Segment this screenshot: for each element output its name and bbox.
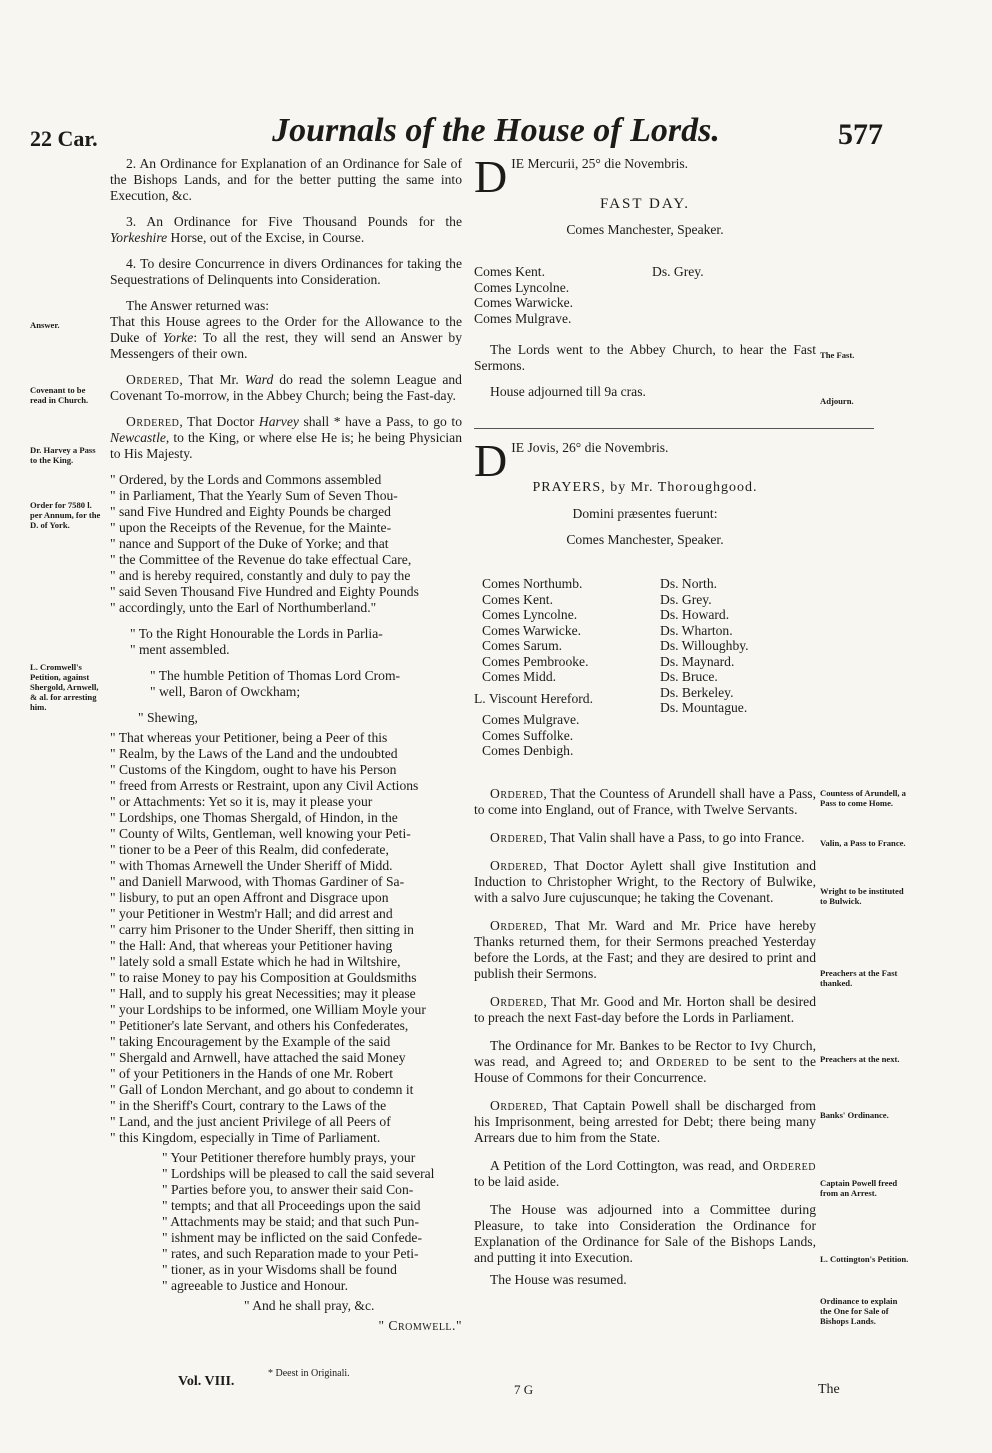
- running-head-left: 22 Car.: [30, 126, 98, 151]
- paragraph-ordinance-explanation: 2. An Ordinance for Explanation of an Ordinance for Sale of the Bishops Lands, and for the better putting the same into Execution, &c.: [110, 156, 462, 203]
- margin-note-cromwell: L. Cromwell's Petition, against Shergold, Arnwell, & al. for arresting him.: [30, 662, 99, 712]
- text-line: " your Petitioner in Westm'r Hall; and did arrest and: [110, 906, 393, 921]
- text-line: " your Lordships to be informed, one William Moyle your: [110, 1002, 426, 1017]
- attendee: Comes Kent.: [482, 591, 553, 607]
- attendee: Comes Lyncolne.: [482, 607, 578, 622]
- catchword: The: [818, 1382, 840, 1397]
- text-line: " Shergald and Arnwell, have attached the said Money: [110, 1050, 406, 1065]
- text-segment: , That Mr. Ward and Mr. Price have hereby Thanks returned them, for their Sermons preached Yesterday before the Lords, at the Fast; and they are desired to print and publish their Sermons.: [474, 918, 816, 981]
- drop-cap: D: [474, 435, 508, 486]
- text-line: " taking Encouragement by the Example of the said: [110, 1034, 391, 1049]
- text-line: " nance and Support of the Duke of Yorke; and that: [110, 536, 389, 551]
- paragraph-ward-covenant: [110, 372, 462, 404]
- text-line: " accordingly, unto the Earl of Northumberland.": [110, 600, 377, 615]
- text-line: " or Attachments: Yet so it is, may it please your: [110, 794, 373, 809]
- paragraph-concurrence: 4. To desire Concurrence in divers Ordinances for taking the Sequestrations of Delinquents into Consideration.: [110, 256, 462, 287]
- paragraph-answer-text: [110, 314, 462, 362]
- text-line: " and Daniell Marwood, with Thomas Gardiner of Sa-: [110, 874, 405, 889]
- attendee: Ds. North.: [660, 576, 718, 591]
- attendee: Comes Denbigh.: [482, 743, 574, 758]
- text-segment: , to the King, or where else He is; he being Physician to His Majesty.: [110, 430, 462, 461]
- paragraph-fast-sermons: The Lords went to the Abbey Church, to hear the Fast Sermons.: [474, 342, 816, 373]
- text-line: " tioner to be a Peer of this Realm, did confederate,: [110, 842, 389, 857]
- petition-signature: " Cromwell.": [378, 1318, 462, 1333]
- paragraph-arundell: [474, 786, 816, 818]
- margin-note-harvey: Dr. Harvey a Pass to the King.: [30, 445, 96, 465]
- text-line: " rates, and such Reparation made to your Peti-: [162, 1246, 419, 1261]
- attendee: Comes Mulgrave.: [474, 310, 572, 326]
- name-segment: Ward: [244, 372, 274, 387]
- paragraph-bankes: [474, 1038, 816, 1086]
- attendee: Comes Midd.: [482, 669, 557, 684]
- margin-note-powell: Captain Powell freed from an Arrest.: [820, 1178, 898, 1198]
- text-segment: The Ordinance for Mr. Bankes to be Rector to Ivy Church, was read, and Agreed to; and: [474, 1038, 816, 1069]
- attendance-list-right: [652, 264, 704, 280]
- text-line: " tempts; and that all Proceedings upon the said: [162, 1198, 421, 1213]
- section-divider: [474, 428, 874, 429]
- right-column-fast: [474, 342, 816, 410]
- text-line: " To the Right Honourable the Lords in Parlia-: [130, 626, 383, 641]
- margin-note-valin: Valin, a Pass to France.: [820, 838, 906, 848]
- attendance-list-left: [474, 264, 573, 326]
- paragraph-valin: [474, 830, 816, 846]
- text-line: " well, Baron of Owckham;: [150, 684, 301, 699]
- attendee: Ds. Grey.: [652, 264, 704, 279]
- attendee: Comes Warwicke.: [482, 622, 582, 638]
- text-segment: to be sent to the House of Commons for their Concurrence.: [474, 1054, 816, 1085]
- text-segment: , That Mr.: [179, 372, 245, 387]
- petition-prayer: [110, 1150, 462, 1294]
- text-line: " in the Sheriff's Court, contrary to the Laws of the: [110, 1098, 387, 1113]
- text-line: " the Committee of the Revenue do take effectual Care,: [110, 552, 412, 567]
- paragraph-ordinance-horse: [110, 214, 462, 246]
- ordered-word: Ordered: [490, 786, 544, 801]
- text-line: " ment assembled.: [130, 642, 230, 657]
- text-segment: to be laid aside.: [474, 1174, 560, 1189]
- petition-body: [110, 730, 462, 1146]
- text-line: " Hall, and to supply his great Necessities; may it please: [110, 986, 416, 1001]
- text-line: " Customs of the Kingdom, ought to have his Person: [110, 762, 397, 777]
- text-segment: shall * have a Pass, to go to: [298, 414, 462, 429]
- ordered-word: Ordered: [490, 918, 544, 933]
- text-segment: , That Valin shall have a Pass, to go into France.: [543, 830, 805, 845]
- text-line: " with Thomas Arnewell the Under Sheriff of Midd.: [110, 858, 393, 873]
- attendee: Comes Pembrooke.: [482, 653, 589, 669]
- text-line: " The humble Petition of Thomas Lord Crom-: [150, 668, 401, 683]
- paragraph-cottington: [474, 1158, 816, 1190]
- date-text: IE Mercurii, 25° die Novembris.: [511, 156, 689, 171]
- page-title: Journals of the House of Lords.: [272, 112, 720, 149]
- text-segment: do read the solemn League and Covenant To-morrow, in the Abbey Church; being the Fast-day.: [110, 372, 462, 403]
- margin-note-preachers-next: Preachers at the next.: [820, 1054, 900, 1064]
- name-segment: Harvey: [258, 414, 299, 429]
- footnote: * Deest in Originali.: [268, 1368, 350, 1379]
- ordered-word: Ordered: [126, 414, 180, 429]
- paragraph-answer-heading: The Answer returned was:: [126, 298, 270, 313]
- paragraph-harvey-pass: [110, 414, 462, 462]
- fast-day-heading: FAST DAY.: [600, 196, 690, 212]
- name-segment: Yorke: [162, 330, 194, 345]
- text-line: " sand Five Hundred and Eighty Pounds be charged: [110, 504, 391, 519]
- text-line: " tioner, as in your Wisdoms shall be found: [162, 1262, 397, 1277]
- paragraph-wright: [474, 858, 816, 906]
- text-segment: A Petition of the Lord Cottington, was read, and: [490, 1158, 763, 1173]
- ordered-word: Ordered: [655, 1054, 710, 1069]
- text-segment: : To all the rest, they will send an Answer by Messengers of their own.: [110, 330, 462, 361]
- paragraph-preachers-next: [474, 994, 816, 1026]
- margin-note-wright: Wright to be instituted to Bulwick.: [820, 886, 904, 906]
- ordered-word: Ordered: [762, 1158, 816, 1173]
- text-line: " lisbury, to put an open Affront and Disgrace upon: [110, 890, 389, 905]
- date-text: IE Jovis, 26° die Novembris.: [511, 440, 669, 455]
- margin-note-arundell: Countess of Arundell, a Pass to come Home.: [820, 788, 906, 808]
- margin-note-fast: The Fast.: [820, 350, 855, 360]
- speaker-line: Comes Manchester, Speaker.: [566, 532, 724, 547]
- text-segment: , That Captain Powell shall be discharged from his Imprisonment, being arrested for Debt; there being many Arrears due to him from the State.: [474, 1098, 816, 1145]
- drop-cap: D: [474, 151, 508, 202]
- attendee: Comes Sarum.: [482, 638, 563, 653]
- paragraph-order-york-allowance: [110, 472, 462, 616]
- date-heading-25: [474, 151, 816, 202]
- text-line: " this Kingdom, especially in Time of Parliament.: [110, 1130, 381, 1145]
- attendee: Comes Warwicke.: [474, 295, 574, 310]
- margin-note-answer: Answer.: [30, 320, 60, 330]
- place-name: Yorkeshire: [110, 230, 168, 245]
- attendee: Ds. Berkeley.: [660, 684, 734, 700]
- petition-shewing: " Shewing,: [138, 710, 198, 725]
- volume-label: Vol. VIII.: [178, 1374, 235, 1389]
- ordered-word: Ordered: [490, 994, 544, 1009]
- text-line: " Lordships will be pleased to call the said several: [162, 1166, 435, 1181]
- ordered-word: Ordered: [490, 830, 544, 845]
- paragraph-committee: The House was adjourned into a Committee during Pleasure, to take into Consideration the Ordinance for Explanation of the Ordinance for Sale of the Bishops Lands, and putting it into Execution.: [474, 1202, 816, 1265]
- text-segment: , That Mr. Good and Mr. Horton shall be desired to preach the next Fast-day before the Lords in Parliament.: [474, 994, 816, 1025]
- attendee: Comes Suffolke.: [482, 727, 574, 743]
- text-line: " Lordships, one Thomas Shergald, of Hindon, in the: [110, 810, 398, 825]
- text-segment: , That Doctor: [179, 414, 259, 429]
- text-line: " of your Petitioners in the Hands of one Mr. Robert: [110, 1066, 394, 1081]
- petition-title: [110, 668, 462, 700]
- text-segment: 3. An Ordinance for Five Thousand Pounds for the: [126, 214, 462, 229]
- text-line: " Realm, by the Laws of the Land and the undoubted: [110, 746, 398, 761]
- margin-note-adjourn: Adjourn.: [820, 396, 854, 406]
- text-line: " Petitioner's late Servant, and others his Confederates,: [110, 1018, 409, 1033]
- margin-note-cottington: L. Cottington's Petition.: [820, 1254, 909, 1264]
- text-line: " freed from Arrests or Restraint, upon any Civil Actions: [110, 778, 419, 793]
- paragraph-preachers-thanked: [474, 918, 816, 982]
- text-line: " Land, and the just ancient Privilege of all Peers of: [110, 1114, 391, 1129]
- paragraph-resumed: The House was resumed.: [490, 1272, 627, 1287]
- petition-address: [110, 626, 462, 658]
- attendance-list-left: [474, 576, 593, 759]
- left-column: [110, 156, 462, 1334]
- text-line: " That whereas your Petitioner, being a Peer of this: [110, 730, 388, 745]
- ordered-word: Ordered: [126, 372, 180, 387]
- attendee: Ds. Wharton.: [660, 622, 733, 638]
- attendee: Comes Kent.: [474, 264, 545, 279]
- attendee: Ds. Grey.: [660, 591, 712, 607]
- text-line: " said Seven Thousand Five Hundred and Eighty Pounds: [110, 584, 419, 599]
- prayers-line: PRAYERS, by Mr. Thoroughgood.: [532, 480, 758, 495]
- margin-note-ordinance: Ordinance to explain the One for Sale of Bishops Lands.: [820, 1296, 898, 1326]
- text-line: " carry him Prisoner to the Under Sheriff, then sitting in: [110, 922, 414, 937]
- ordered-word: Ordered: [490, 858, 544, 873]
- text-line: " lately sold a small Estate which he had in Wiltshire,: [110, 954, 401, 969]
- text-segment: , That the Countess of Arundell shall have a Pass, to come into England, out of France, with Twelve Servants.: [474, 786, 816, 817]
- margin-note-order-york: Order for 7580 l. per Annum, for the D. of York.: [30, 500, 101, 530]
- date-heading-26: [474, 435, 816, 486]
- text-line: " in Parliament, That the Yearly Sum of Seven Thou-: [110, 488, 398, 503]
- speaker-line: Comes Manchester, Speaker.: [566, 222, 724, 237]
- attendee: Ds. Howard.: [660, 607, 730, 622]
- right-column-day2: [474, 435, 816, 558]
- paragraph-powell: [474, 1098, 816, 1146]
- text-line: " to raise Money to pay his Composition at Gouldsmiths: [110, 970, 417, 985]
- text-line: " ishment may be inflicted on the said Confede-: [162, 1230, 422, 1245]
- text-segment: That this House agrees to the Order for the Allowance to the Duke of: [110, 314, 462, 345]
- attendee: Ds. Mountague.: [660, 700, 748, 715]
- domini-line: Domini præsentes fuerunt:: [572, 506, 718, 521]
- text-line: " Parties before you, to answer their said Con-: [162, 1182, 414, 1197]
- text-line: " Your Petitioner therefore humbly prays, your: [162, 1150, 416, 1165]
- attendee: Ds. Willoughby.: [660, 638, 749, 653]
- ordered-word: Ordered: [490, 1098, 544, 1113]
- text-line: " agreeable to Justice and Honour.: [162, 1278, 348, 1293]
- margin-note-preachers-thanked: Preachers at the Fast thanked.: [820, 968, 898, 988]
- right-column: [474, 151, 816, 248]
- attendee: Ds. Bruce.: [660, 669, 718, 684]
- attendance-list-right: [660, 576, 749, 716]
- text-segment: , That Doctor Aylett shall give Institution and Induction to Christopher Wright, to the Rectory of Bulwike, with a salvo Jure cujuscunque; he taking the Covenant.: [474, 858, 816, 905]
- text-line: " County of Wilts, Gentleman, well knowing your Peti-: [110, 826, 411, 841]
- right-column-orders: [474, 786, 816, 1288]
- margin-note-covenant: Covenant to be read in Church.: [30, 385, 89, 405]
- attendee: Comes Mulgrave.: [482, 712, 580, 727]
- text-line: " Attachments may be staid; and that such Pun-: [162, 1214, 419, 1229]
- signature-mark: 7 G: [514, 1382, 534, 1397]
- text-line: " Ordered, by the Lords and Commons assembled: [110, 472, 382, 487]
- attendee: L. Viscount Hereford.: [474, 690, 593, 706]
- petition-closing: " And he shall pray, &c.: [244, 1298, 375, 1313]
- page-number: 577: [838, 118, 883, 151]
- place-name: Newcastle: [110, 430, 166, 445]
- text-line: " and is hereby required, constantly and duly to pay the: [110, 568, 411, 583]
- attendee: Comes Northumb.: [482, 576, 583, 591]
- text-segment: Horse, out of the Excise, in Course.: [167, 230, 365, 245]
- attendee: Comes Lyncolne.: [474, 279, 570, 295]
- adjourned-line: House adjourned till 9a cras.: [490, 384, 646, 399]
- text-line: " the Hall: And, that whereas your Petitioner having: [110, 938, 393, 953]
- attendee: Ds. Maynard.: [660, 653, 735, 669]
- text-line: " Gall of London Merchant, and go about to condemn it: [110, 1082, 414, 1097]
- text-line: " upon the Receipts of the Revenue, for the Mainte-: [110, 520, 392, 535]
- margin-note-banks: Banks' Ordinance.: [820, 1110, 889, 1120]
